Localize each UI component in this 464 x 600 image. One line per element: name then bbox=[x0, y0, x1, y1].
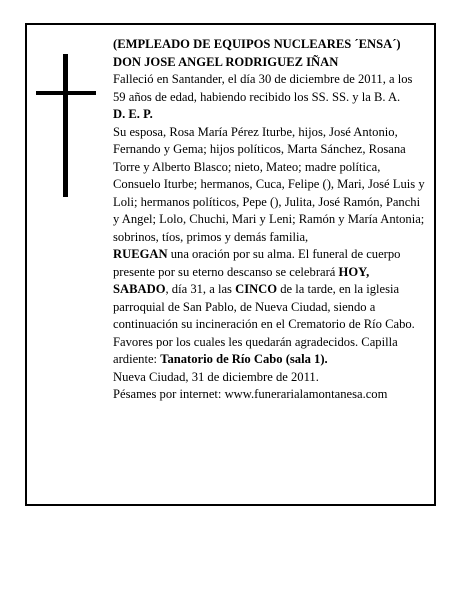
day-rest-text: , día 31, a las bbox=[165, 282, 236, 296]
day-text: HOY, SABADO bbox=[113, 264, 370, 296]
condolences-line: Pésames por internet: www.funerarialamontanesa.com bbox=[113, 387, 388, 401]
hour-text: CINCO bbox=[235, 282, 278, 296]
ruegan-text: RUEGAN bbox=[113, 247, 168, 261]
deceased-name: DON JOSE ANGEL RODRIGUEZ IÑAN bbox=[113, 54, 339, 69]
company-line: (EMPLEADO DE EQUIPOS NUCLEARES ´ENSA´) bbox=[113, 37, 401, 51]
death-paragraph: Falleció en Santander, el día 30 de diciembre de 2011, a los 59 años de edad, habiendo recibido los SS. SS. y la B. A. bbox=[113, 72, 413, 104]
family-paragraph: Su esposa, Rosa María Pérez Iturbe, hijos, José Antonio, Fernando y Gema; hijos políticos, Marta Sánchez, Rosana Torre y Alberto Blasco; nieto, Mateo; madre política, Consuelo Iturbe; hermanos, Cuca, Felipe (), Mari, José Luis y Loli; hermanos políticos, Pepe (), Julita, José Ramón, Panchi y Angel; Lolo, Chuchi, Mari y Leni; Ramón y María Antonia; sobrinos, tíos, primos y demás familia, bbox=[113, 124, 425, 244]
chapel-text: Tanatorio de Río Cabo (sala 1). bbox=[160, 352, 328, 366]
funeral-paragraph bbox=[113, 246, 425, 369]
cross-icon bbox=[36, 54, 96, 197]
place-date-line: Nueva Ciudad, 31 de diciembre de 2011. bbox=[113, 369, 319, 384]
dep-line: D. E. P. bbox=[113, 107, 153, 121]
ruegan-rest-text: una oración por su alma. El funeral de cuerpo presente por su eterno descanso se celebrará bbox=[113, 247, 401, 279]
obituary-text bbox=[113, 36, 425, 404]
hour-rest-text: de la tarde, en la iglesia parroquial de San Pablo, de Nueva Ciudad, siendo a continuación su incineración en el Crematorio de Río Cabo. Favores por los cuales les quedarán agradecidos. Capilla ardiente: bbox=[113, 282, 415, 366]
